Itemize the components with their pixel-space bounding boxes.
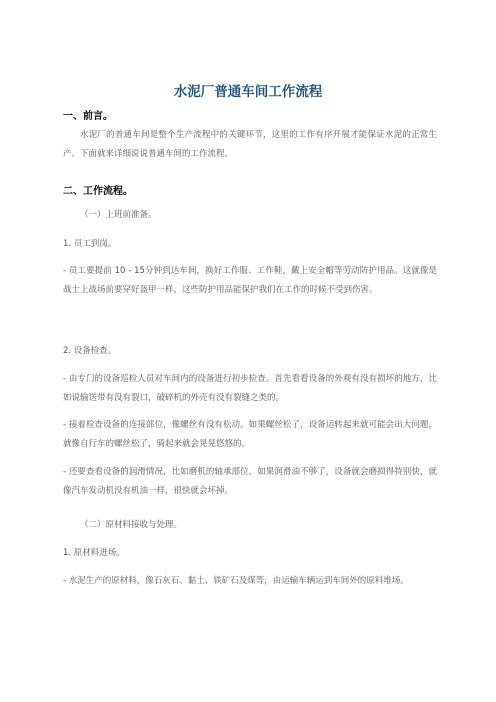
section-heading-workflow: 二、工作流程。 [63, 186, 133, 197]
intro-paragraph: 水泥厂的普通车间是整个生产流程中的关键环节，这里的工作有序开展才能保证水泥的正常生产。下面就来详细说说普通车间的工作流程。 [63, 130, 437, 159]
item-heading-materials-arrival: 1. 原材料进场。 [63, 548, 125, 558]
subsection-heading-materials: （二）原材料接收与处理。 [80, 520, 183, 530]
paragraph-equipment-connections: - 接着检查设备的连接部位，像螺丝有没有松动。如果螺丝松了，设备运转起来就可能会出大问题，就像自行车的螺丝松了，骑起来就会晃晃悠悠的。 [63, 420, 437, 449]
paragraph-equipment-lubrication: - 还要查看设备的润滑情况，比如磨机的轴承部位，如果润滑油不够了，设备就会磨损得特别快，就像汽车发动机没有机油一样，很快就会坏掉。 [63, 467, 437, 496]
subsection-heading-preparation: （一）上班前准备。 [80, 210, 157, 220]
document-title: 水泥厂普通车间工作流程 [173, 84, 323, 100]
paragraph-staff-arrival: - 员工要提前 10 - 15分钟到达车间，换好工作服、工作鞋，戴上安全帽等劳动防护用品。这就像是战士上战场前要穿好盔甲一样，这些防护用品能保护我们在工作的时候不受到伤害。 [63, 266, 437, 295]
section-heading-preface: 一、前言。 [63, 111, 113, 122]
item-heading-staff-arrival: 1. 员工到岗。 [63, 239, 117, 249]
paragraph-materials-arrival: - 水泥生产的原材料，像石灰石、黏土、铁矿石及煤等，由运输车辆运到车间外的原料堆场。 [63, 576, 409, 586]
item-heading-equipment-check: 2. 设备检查。 [63, 346, 117, 356]
paragraph-equipment-appearance: - 由专门的设备巡检人员对车间内的设备进行初步检查。首先看看设备的外观有没有损坏的地方，比如说输送带有没有裂口，破碎机的外壳有没有裂缝之类的。 [63, 374, 437, 403]
